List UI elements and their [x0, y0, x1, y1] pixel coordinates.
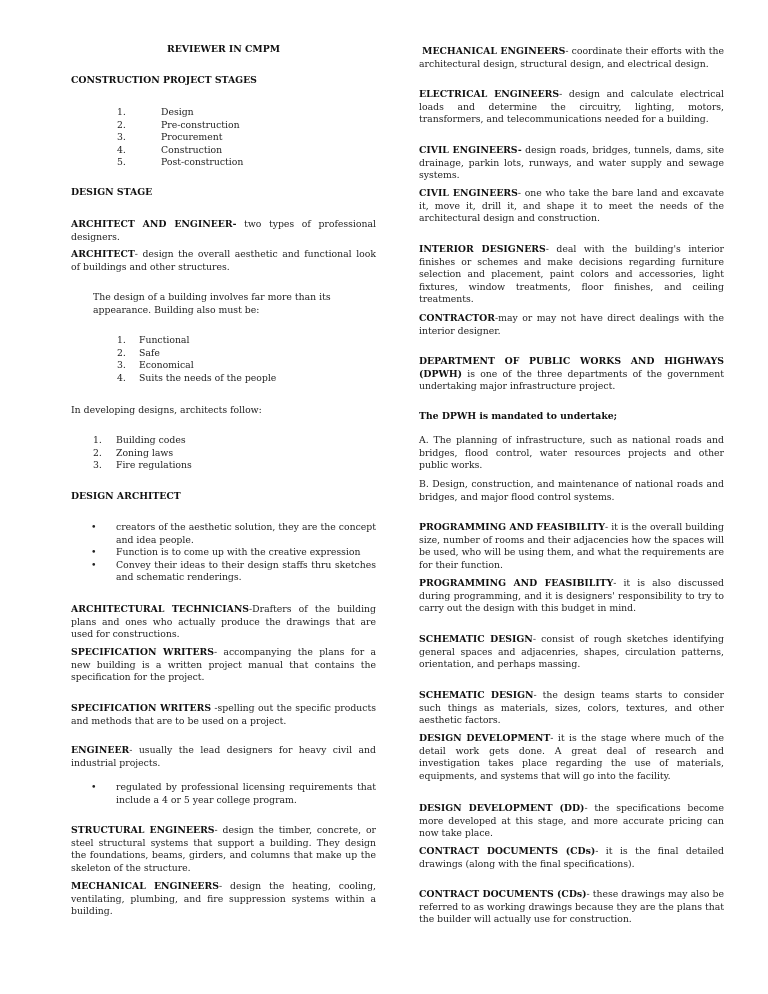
section-heading-design-stage: DESIGN STAGE [71, 187, 153, 198]
paragraph-design-development-2: DESIGN DEVELOPMENT (DD)- the specifications become more developed at this stage, and more accurate pricing can now take place. [419, 803, 724, 840]
paragraph-architect-and-engineer: ARCHITECT AND ENGINEER- two types of professional designers. [71, 219, 377, 243]
list-item: • Convey their ideas to their design staffs thru sketches and schematic renderings. [91, 559, 376, 584]
list-item: 2. Zoning laws [93, 447, 174, 459]
list-item: • Function is to come up with the creative expression [91, 547, 361, 559]
list-item: 4. Suits the needs of the people [117, 372, 277, 384]
paragraph-civil-engineers-2: CIVIL ENGINEERS- one who take the bare land and excavate it, move it, drill it, and shape it to meet the needs of the architectural design and construction. [419, 188, 724, 225]
list-item: 1. Building codes [93, 435, 186, 446]
paragraph-contractor: CONTRACTOR-may or may not have direct dealings with the interior designer. [419, 313, 724, 337]
list-item: 3. Procurement [117, 132, 223, 144]
paragraph-engineer: ENGINEER- usually the lead designers for heavy civil and industrial projects. [71, 745, 376, 769]
paragraph-contract-documents-1: CONTRACT DOCUMENTS (CDs)- it is the final detailed drawings (along with the final specifications). [419, 846, 725, 870]
paragraph-interior-designers: INTERIOR DESIGNERS- deal with the building's interior finishes or schemes and make decisions regarding furniture selection and placement, paint colors and accessories, light fixtures, window treatments, floor finishes, and ceiling treatments. [419, 244, 724, 306]
paragraph-programming-feasibility-2: PROGRAMMING AND FEASIBILITY- it is also discussed during programming, and it is designers' responsibility to try to carry out the design with this budget in mind. [419, 578, 724, 615]
list-item: 1. Design [117, 107, 194, 118]
section-heading-design-architect: DESIGN ARCHITECT [71, 491, 181, 502]
paragraph-electrical-engineers: ELECTRICAL ENGINEERS- design and calculate electrical loads and determine the circuitry, lighting, motors, transformers, and telecommunications needed for a building. [419, 89, 724, 126]
paragraph-specification-writers-2: SPECIFICATION WRITERS -spelling out the specific products and methods that are to be used on a project. [71, 703, 376, 727]
list-item: 5. Post-construction [117, 157, 244, 169]
paragraph-architectural-technicians: ARCHITECTURAL TECHNICIANS-Drafters of the building plans and ones who actually produce the drawings that are used for constructions. [71, 604, 376, 641]
paragraph-dpwh: DEPARTMENT OF PUBLIC WORKS AND HIGHWAYS (DPWH) is one of the three departments of the government undertaking major infrastructure project. [419, 356, 724, 393]
paragraph-programming-feasibility-1: PROGRAMMING AND FEASIBILITY- it is the overall building size, number of rooms and their adjacencies how the spaces will be used, who will be using them, and what the requirements are for their function. [419, 522, 724, 571]
list-item: 2. Safe [117, 347, 160, 359]
section-heading-construction-stages: CONSTRUCTION PROJECT STAGES [71, 75, 257, 86]
paragraph-mechanical-engineers-2: MECHANICAL ENGINEERS- coordinate their efforts with the architectural design, structural design, and electrical design. [419, 46, 724, 70]
paragraph-contract-documents-2: CONTRACT DOCUMENTS (CDs)- these drawings may also be referred to as working drawings because they are the plans that the builder will actually use for construction. [419, 889, 724, 926]
architects-follow-list [71, 435, 376, 473]
list-item: 1. Functional [117, 335, 190, 346]
paragraph-design-development-1: DESIGN DEVELOPMENT- it is the stage where much of the detail work gets done. A great deal of research and investigation takes place regarding the use of materials, equipments, and systems that will go into the facility. [419, 733, 724, 782]
list-item: 3. Economical [117, 360, 194, 372]
paragraph-structural-engineers: STRUCTURAL ENGINEERS- design the timber, concrete, or steel structural systems that support a building. They design the foundations, beams, girders, and columns that make up the skeleton of the structure. [71, 825, 376, 874]
paragraph-mechanical-engineers-1: MECHANICAL ENGINEERS- design the heating, cooling, ventilating, plumbing, and fire suppression systems within a building. [71, 881, 376, 918]
paragraph-specification-writers-1: SPECIFICATION WRITERS- accompanying the plans for a new building is a written project manual that contains the specification for the project. [71, 647, 376, 684]
list-item: 3. Fire regulations [93, 460, 192, 472]
document-title: REVIEWER IN CMPM [166, 44, 280, 55]
paragraph-dpwh-mandate-b: B. Design, construction, and maintenance of national roads and bridges, and major flood control systems. [419, 479, 724, 503]
paragraph-civil-engineers-1: CIVIL ENGINEERS- design roads, bridges, tunnels, dams, site drainage, parkin lots, runways, and water supply and sewage systems. [419, 145, 724, 182]
design-architect-bullets [71, 522, 376, 585]
building-requirements-list [71, 335, 376, 385]
list-item: 2. Pre-construction [117, 119, 240, 131]
engineer-bullets [71, 782, 376, 807]
paragraph-architect: ARCHITECT- design the overall aesthetic and functional look of buildings and other structures. [71, 249, 376, 273]
dpwh-mandate-heading: The DPWH is mandated to undertake; [419, 411, 618, 422]
paragraph-schematic-design-2: SCHEMATIC DESIGN- the design teams starts to consider such things as materials, sizes, colors, textures, and other aesthetic factors. [419, 690, 724, 727]
list-item: • creators of the aesthetic solution, they are the concept and idea people. [91, 522, 376, 546]
construction-stages-list [71, 107, 376, 170]
paragraph-schematic-design-1: SCHEMATIC DESIGN- consist of rough sketches identifying general spaces and adjacenries, shapes, circulation patterns, orientation, and perhaps massing. [419, 634, 724, 671]
paragraph-building-note: The design of a building involves far more than its appearance. Building also must be: [93, 292, 331, 316]
list-item: • regulated by professional licensing requirements that include a 4 or 5 year college program. [91, 782, 376, 806]
list-item: 4. Construction [117, 144, 223, 156]
paragraph-dpwh-mandate-a: A. The planning of infrastructure, such as national roads and bridges, flood control, water resources projects and other public works. [419, 435, 724, 472]
paragraph-architects-follow: In developing designs, architects follow: [71, 405, 262, 416]
